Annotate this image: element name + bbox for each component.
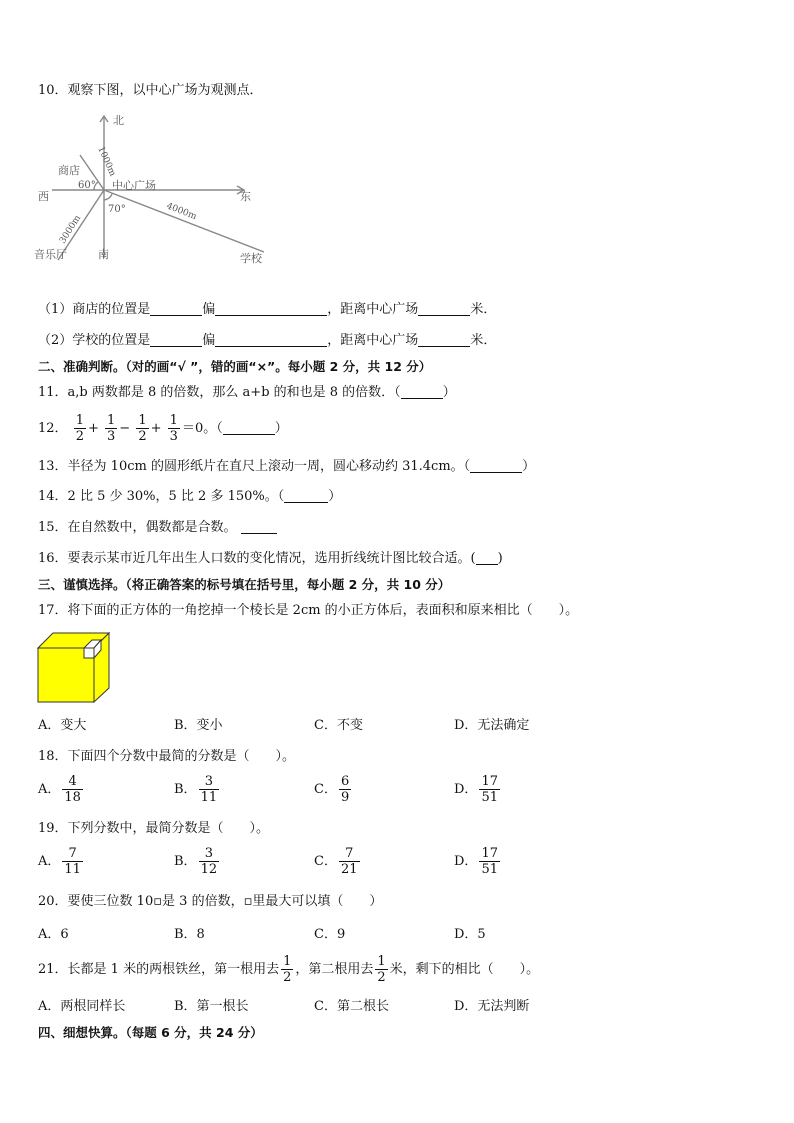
answer-blank-q16[interactable] bbox=[476, 550, 498, 565]
q17-option-a[interactable]: A．变大 bbox=[38, 718, 87, 733]
q18-option-a[interactable]: A． $\frac{4}{18}$ bbox=[38, 774, 81, 805]
map-center-label: 中心广场 bbox=[112, 179, 156, 192]
q18-option-c[interactable]: C． $\frac{6}{9}$ bbox=[314, 774, 350, 805]
blank-school-dist[interactable] bbox=[418, 332, 470, 347]
q19-option-d[interactable]: D． $\frac{17}{51}$ bbox=[454, 846, 498, 877]
q17-option-d[interactable]: D．无法确定 bbox=[454, 718, 530, 733]
q20-option-c[interactable]: C．9 bbox=[314, 927, 346, 942]
map-east-label: 东 bbox=[240, 190, 251, 203]
answer-blank-q14[interactable] bbox=[284, 488, 328, 503]
q12-frac2: $\frac{1}{3}$ bbox=[107, 413, 116, 444]
map-angle-shop: 60° bbox=[78, 180, 96, 191]
q18-option-d[interactable]: D． $\frac{17}{51}$ bbox=[454, 774, 498, 805]
q14: 14．2 比 5 少 30%，5 比 2 多 150%。（ ） bbox=[38, 489, 342, 504]
q16: 16．要表示某市近几年出生人口数的变化情况，选用折线统计图比较合适。( ) bbox=[38, 551, 503, 566]
answer-blank-q13[interactable] bbox=[470, 458, 522, 473]
q21-frac2: $\frac{1}{2}$ bbox=[377, 954, 386, 985]
q12-frac3: $\frac{1}{2}$ bbox=[138, 413, 147, 444]
q18-option-b[interactable]: B． $\frac{3}{11}$ bbox=[174, 774, 218, 805]
q10-text: 10．观察下图，以中心广场为观测点． bbox=[38, 83, 263, 98]
blank-school-dir1[interactable] bbox=[150, 332, 202, 347]
blank-shop-dir1[interactable] bbox=[150, 301, 202, 316]
q19-option-a[interactable]: A． $\frac{7}{11}$ bbox=[38, 846, 81, 877]
blank-shop-dist[interactable] bbox=[418, 301, 470, 316]
q19-option-c[interactable]: C． $\frac{7}{21}$ bbox=[314, 846, 358, 877]
q10-sub1: （1）商店的位置是 偏 ，距离中心广场 米． bbox=[38, 302, 497, 317]
map-dist-concert: 3000m bbox=[58, 213, 84, 246]
q19-option-b[interactable]: B． $\frac{3}{12}$ bbox=[174, 846, 218, 877]
q11: 11．a,b 两数都是 8 的倍数，那么 a+b 的和也是 8 的倍数．（ ） bbox=[38, 385, 456, 400]
q21-option-d[interactable]: D．无法判断 bbox=[454, 999, 530, 1014]
answer-blank-q11[interactable] bbox=[401, 384, 443, 399]
direction-map bbox=[34, 108, 274, 265]
q19-text: 19．下列分数中，最简分数是（ ）。 bbox=[38, 821, 270, 836]
q20-option-b[interactable]: B．8 bbox=[174, 927, 205, 942]
map-concert-label: 音乐厅 bbox=[34, 248, 67, 261]
q12: 12． $\frac{1}{2}$ + $\frac{1}{3}$ − $\frac{1}{2}$ + $\frac{1}{3}$ ＝0。（ ） bbox=[38, 413, 288, 444]
answer-blank-q12[interactable] bbox=[223, 420, 275, 435]
answer-blank-q15[interactable] bbox=[241, 519, 277, 534]
q21-frac1: $\frac{1}{2}$ bbox=[283, 954, 292, 985]
map-angle-school: 70° bbox=[108, 204, 126, 215]
map-north-label: 北 bbox=[113, 114, 124, 127]
blank-school-dir2[interactable] bbox=[215, 332, 327, 347]
section-3-heading: 三、谨慎选择。（将正确答案的标号填在括号里，每小题 2 分，共 10 分） bbox=[38, 577, 451, 592]
q17-option-c[interactable]: C．不变 bbox=[314, 718, 363, 733]
map-south-label: 南 bbox=[98, 248, 109, 261]
q21-option-c[interactable]: C．第二根长 bbox=[314, 999, 389, 1014]
q17-option-b[interactable]: B．变小 bbox=[174, 718, 223, 733]
q12-frac1: $\frac{1}{2}$ bbox=[75, 413, 84, 444]
q21-option-b[interactable]: B．第一根长 bbox=[174, 999, 249, 1014]
section-4-heading: 四、细想快算。（每题 6 分，共 24 分） bbox=[38, 1025, 263, 1040]
section-2-heading: 二、准确判断。（对的画“√ ”，错的画“×”。每小题 2 分，共 12 分） bbox=[38, 359, 432, 374]
q12-frac4: $\frac{1}{3}$ bbox=[169, 413, 178, 444]
map-school-label: 学校 bbox=[240, 252, 262, 265]
q21-text: 21．长都是 1 米的两根铁丝，第一根用去 $\frac{1}{2}$ ，第二根用去 $\frac{1}{2}$ 米，剩下的相比（ ）。 bbox=[38, 954, 540, 985]
map-dist-school: 4000m bbox=[164, 201, 198, 223]
blank-shop-dir2[interactable] bbox=[215, 301, 327, 316]
q20-option-d[interactable]: D．5 bbox=[454, 927, 486, 942]
q20-text: 20．要使三位数 10▫是 3 的倍数，▫里最大可以填（ ） bbox=[38, 894, 383, 909]
cube-figure bbox=[37, 632, 113, 704]
map-west-label: 西 bbox=[38, 190, 49, 203]
q18-text: 18．下面四个分数中最简的分数是（ ）。 bbox=[38, 749, 296, 764]
q13: 13．半径为 10cm 的圆形纸片在直尺上滚动一周，圆心移动约 31.4cm。（ ） bbox=[38, 459, 536, 474]
map-dist-shop: 1000m bbox=[95, 145, 118, 178]
q17-text: 17．将下面的正方体的一角挖掉一个棱长是 2cm 的小正方体后，表面积和原来相比（ ）。 bbox=[38, 603, 579, 618]
q10-sub2: （2）学校的位置是 偏 ，距离中心广场 米． bbox=[38, 333, 497, 348]
q21-option-a[interactable]: A．两根同样长 bbox=[38, 999, 126, 1014]
map-shop-label: 商店 bbox=[58, 164, 80, 177]
q15: 15．在自然数中，偶数都是合数。 bbox=[38, 519, 277, 537]
q20-option-a[interactable]: A．6 bbox=[38, 927, 69, 942]
